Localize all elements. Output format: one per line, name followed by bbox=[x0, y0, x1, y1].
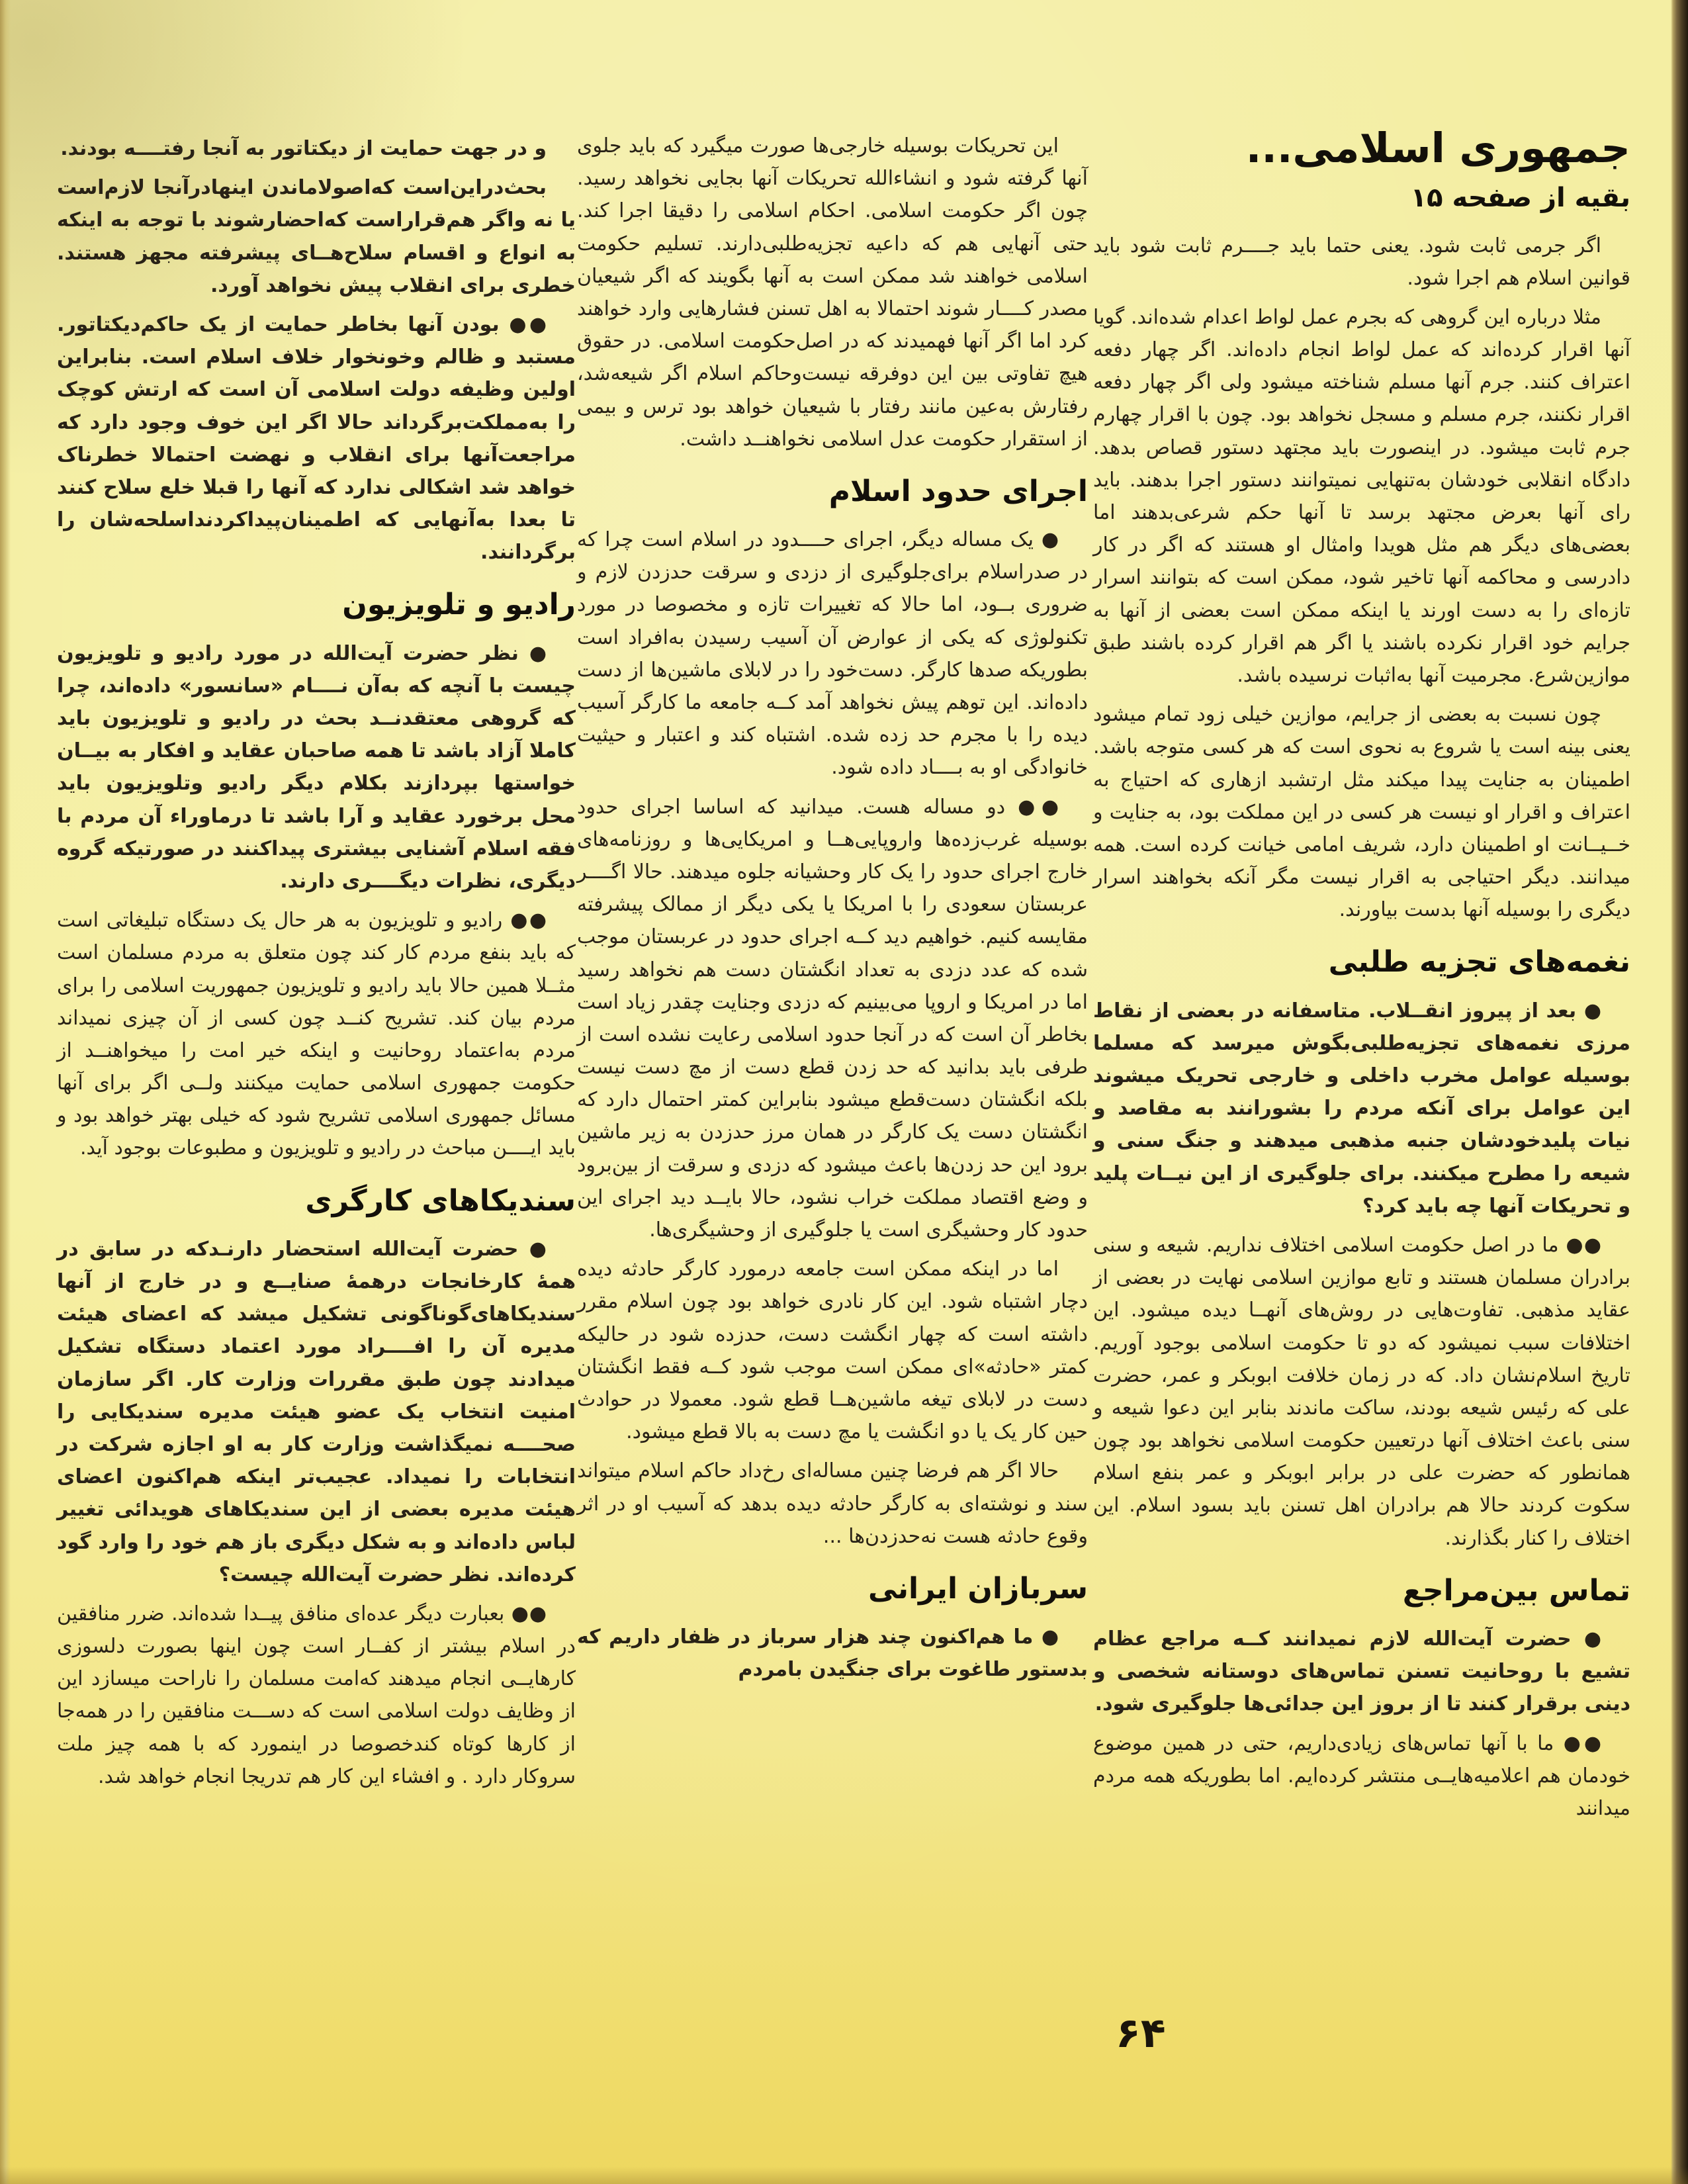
paragraph: حالا اگر هم فرضا چنین مساله‌ای رخ‌داد حاکم اسلام میتواند سند و نوشته‌ای به کارگر حادثه دیده بدهد که آسیب او در اثر وقوع حادثه هست نه‌حدزدن‌ها ... bbox=[577, 1459, 1088, 1548]
paragraph: این تحریکات بوسیله خارجی‌ها صورت میگیرد که باید جلوی آنها گرفته شود و انشاءالله تحریکات آنها بجایی نخواهد رسید. چون اگر حکومت اسلامی. احکام اسلامی را دقیقا اجرا کند. حتی آنهایی هم که داعیه تجزیه‌طلبی‌دارند. تسلیم حکومت اسلامی خواهند شد ممکن است به آنها بگویند که اگر شیعیان مصدر کــــار شوند احتمالا به اهل تسنن فشارهایی وارد خواهند کرد اما اگر آنها فهمیدند که در اصل‌حکومت اسلامی. در حقوق هیچ تفاوتی بین این دوفرقه نیست‌وحاکم اسلام اگر شیعه‌شد، رفتارش به‌عین مانند رفتار با شیعیان خواهد بود ترس و بیمی از استقرار حکومت عدل اسلامی نخواهنــد داشت. bbox=[577, 134, 1088, 451]
paragraph: ● یک مساله دیگر، اجرای حــــدود در اسلام است چرا که در صدراسلام برای‌جلوگیری از دزدی و سرقت حدزدن لازم و ضروری بــود، اما حالا که تغییرات تازه و مخصوصا در مورد تکنولوژی که یکی از عوارض آن آسیب رسیدن به‌افراد است بطوریکه صدها کارگر. دست‌خود را در لابلای ماشین‌ها از دست داده‌اند. این توهم پیش نخواهد آمد کــه جامعه ما کارگر آسیب دیده را با مجرم حد زده شده. اشتباه کند و اعتبار و حیثیت خانوادگی او به بــــاد داده شود. bbox=[577, 528, 1088, 780]
paragraph: ● حضرت آیت‌الله استحضار دارنـدکه در سابق در همهٔ کارخانجات درهمهٔ صنایــع و در خارج از آنها سندیکاهای‌گوناگونی تشکیل میشد که اعضای هیئت مدیره آن را افــــراد مورد اعتماد دستگاه تشکیل میدادند چون طبق مقررات وزارت کار. اگر سازمان امنیت انتخاب یک عضو هیئت مدیره سندیکایی را صحــــه نمیگذاشت وزارت کار به او اجازه شرکت در انتخابات را نمیداد. عجیب‌تر اینکه هم‌اکنون اعضای هیئت مدیره بعضی از این سندیکاهای هویدائی تغییر لباس داده‌اند و به شکل دیگری باز هم خود را وارد گود کرده‌اند. نظر حضرت آیت‌الله چیست؟ bbox=[57, 1237, 576, 1586]
paragraph: مثلا درباره این گروهی که بجرم عمل لواط اعدام شده‌اند. گویا آنها اقرار کرده‌اند که عمل لواط انجام داده‌اند. اگر چهار دفعه اعتراف کنند. جرم آنها مسلم شناخته میشود ولی اگر چهار دفعه اقرار نکنند، جرم مسلم و مسجل نخواهد بود. چون با اقرار چهارم جرم ثابت میشود. در اینصورت باید مجتهد دستور قصاص بدهد. دادگاه انقلابی خودشان به‌تنهایی نمیتوانند دستور اجرا بدهند. باید رای آنها بعرض مجتهد برسد تا آنها حکم شرعی‌بدهند اما بعضی‌های دیگر هم مثل هویدا وامثال او هستند که اگر در کار دادرسی و محاکمه آنها تاخیر شود، ممکن است که بتوانند اسرار تازه‌ای را به دست اورند یا اینکه ممکن است بعضی از آنها به جرایم خود اقرار نکرده باشند یا اگر هم اقرار کرده باشند طبق موازین‌شرع. مجرمیت آنها به‌اثبات نرسیده باشد. bbox=[1093, 305, 1630, 687]
paragraph: ●● بعبارت دیگر عده‌ای منافق پیــدا شده‌اند. ضرر منافقین در اسلام بیشتر از کفــار است چون اینها بصورت دلسوزی کارهایــی انجام میدهند که‌امت مسلمان را ناراحت میسازد این از وظایف دولت اسلامی است که دســـت منافقین را در همه‌جا از کارها کوتاه کندخصوصا در اینمورد که با همه چیز ملت سروکار دارد . و افشاء این کار هم تدریجا انجام خواهد شد. bbox=[57, 1602, 576, 1788]
section-heading: اجرای حدود اسلام bbox=[828, 474, 1088, 508]
paragraph: ● بعد از پیروز انقــلاب. متاسفانه در بعضی از نقاط مرزی نغمه‌های تجزیه‌طلبی‌بگوش میرسد که مسلما بوسیله عوامل مخرب داخلی و خارجی تحریک میشوند این عوامل برای آنکه مردم را بشورانند به مقاصد و نیات پلیدخودشان جنبه مذهبی میدهند و جنگ سنی و شیعه را مطرح میکنند. برای جلوگیری از این نیــات پلید و تحریکات آنها چه باید کرد؟ bbox=[1093, 999, 1630, 1218]
paragraph: ● حضرت آیت‌الله لازم نمیدانند کــه مراجع عظام تشیع با روحانیت تسنن تماس‌های دوستانه شخصی و دینی برقرار کنند تا از بروز این جدائی‌ها جلوگیری شود. bbox=[1093, 1627, 1630, 1716]
paragraph: اما در اینکه ممکن است جامعه درمورد کارگر حادثه دیده دچار اشتباه شود. این کار نادری خواهد بود چون اسلام مقرر داشته است که چهار انگشت دست، حدزده شود در حالیکه کمتر «حادثه»ای ممکن است موجب شود کــه فقط انگشتان دست در لابلای تیغه ماشین‌هــا قطع شود. معمولا در حوادث حین کار یک یا دو انگشت یا مچ دست به بالا قطع میشود. bbox=[577, 1257, 1088, 1444]
column-left bbox=[57, 132, 576, 2078]
continued-from-note: بقیه از صفحه ۱۵ bbox=[1410, 182, 1630, 213]
article-title: جمهوری اسلامی... bbox=[1245, 124, 1630, 172]
section-heading: تماس بین‌مراجع bbox=[1402, 1573, 1630, 1608]
section-heading: سربازان ایرانی bbox=[867, 1571, 1088, 1606]
page-edge-bottom bbox=[0, 2167, 1688, 2184]
paragraph: ● ما هم‌اکنون چند هزار سرباز در ظفار داریم که بدستور طاغوت برای جنگیدن بامردم bbox=[577, 1625, 1088, 1682]
section-heading: سندیکاهای کارگری bbox=[305, 1183, 576, 1218]
paragraph: ●● بودن آنها بخاطر حمایت از یک حاکم‌دیکتاتور. مستبد و ظالم وخونخوار خلاف اسلام است. بنابراین اولین وظیفه دولت اسلامی آن است که ارتش کوچک را به‌مملکت‌برگرداند حالا اگر این خوف وجود دارد که مراجعت‌آنها برای انقلاب و نهضت احتمالا خطرناک خواهد شد اشکالی ندارد که آنها را قبلا خلع سلاح کنند تا بعدا به‌آنهایی که اطمینان‌پیداکردنداسلحه‌شان را برگردانند. bbox=[57, 312, 576, 565]
paragraph: ●● ما با آنها تماس‌های زیادی‌داریم، حتی در همین موضوع خودمان هم اعلامیه‌هایــی منتشر کرده‌ایم. اما بطوریکه همه مردم میدانند bbox=[1093, 1731, 1630, 1820]
paragraph: چون نسبت به بعضی از جرایم، موازین خیلی زود تمام میشود یعنی بینه است یا شروع به نحوی است که هر کسی متوجه باشد. اطمینان به جنایت پیدا میکند مثل ارتشبد ازهاری که احتیاج به اعتراف و اقرار او نیست هر کسی در این مملکت بود، به جنایت و خــیــانت او اطمینان دارد، شریف امامی خیانت کرده است. همه میدانند. دیگر احتیاجی به اقرار نیست مگر آنکه بخواهند اسرار دیگری را بوسیله آنها بدست بیاورند. bbox=[1093, 703, 1630, 922]
paragraph: و در جهت حمایت از دیکتاتور به آنجا رفتــــه بودند. bbox=[60, 137, 547, 160]
paragraph: بحث‌دراین‌است که‌اصولاماندن اینهادرآنجا لازم‌است یا نه واگر هم‌قراراست که‌احضارشوند با توجه به اینکه به انواع و اقسام سلاح‌هــای پیشرفته مجهز هستند. خطری برای انقلاب پیش نخواهد آورد. bbox=[57, 176, 576, 297]
paragraph: ●● رادیو و تلویزیون به هر حال یک دستگاه تبلیغاتی است که باید بنفع مردم کار کند چون متعلق به مردم مسلمان است مثــلا همین حالا باید رادیو و تلویزیون جمهوریت اسلامی را برای مردم بیان کند. تشریح کنــد چون کسی از آن چیزی نمیداند مردم به‌اعتماد روحانیت و اینکه خیر امت را میخواهنــد از حکومت جمهوری اسلامی حمایت میکنند ولــی اگر برای آنها مسائل جمهوری اسلامی تشریح شود که خیلی بهتر خواهد بود و باید ایــــن مباحث در رادیو و تلویزیون و مطبوعات بوجود آید. bbox=[57, 909, 576, 1160]
page-edge-left bbox=[0, 0, 11, 2184]
paragraph: ● نظر حضرت آیت‌الله در مورد رادیو و تلویزیون چیست با آنچه که به‌آن نــــام «سانسور» داده‌اند، چرا که گروهی معتقدنــد بحث در رادیو و تلویزیون باید کاملا آزاد باشد تا همه صاحبان عقاید و افکار به بیــان خواستها بپردازند بکلام دیگر رادیو وتلویزیون باید محل برخورد عقاید و آرا باشد تا درماوراء آن مردم با فقه اسلام آشنایی بیشتری پیداکنند در صورتیکه گروه دیگری، نظرات دیگــــری دارند. bbox=[57, 641, 576, 893]
paragraph: ●● دو مساله هست. میدانید که اساسا اجرای حدود بوسیله غرب‌زده‌ها واروپایی‌هــا و امریکایی‌ها و روزنامه‌های خارج اجرای حدود را یک کار وحشیانه جلوه میدهند. حالا اگــــر عربستان سعودی را با امریکا یا یکی دیگر از ممالک پیشرفته مقایسه کنیم. خواهیم دید کــه اجرای حدود در عربستان موجب شده که عدد دزدی به تعداد انگشتان دست هم نخواهد رسید اما در امریکا و اروپا می‌بینیم که دزدی وجنایت چقدر زیاد است بخاطر آن است که در آنجا حدود اسلامی رعایت نشده است از طرفی باید بدانید که حد زدن قطع دست از مچ دست نیست بلکه انگشتان دست‌قطع میشود بنابراین کمتر احتمال دارد که انگشتان دست یک کارگر در همان مرز حدزدن به زیر ماشین برود این حد زدن‌ها باعث میشود که دزدی و سرقت از بین‌برود و وضع اقتصاد مملکت خراب نشود، حالا بایــد دید اجرای این حدود کار وحشیگری است یا جلوگیری از وحشیگری‌ها. bbox=[577, 795, 1088, 1242]
column-middle bbox=[577, 130, 1088, 2089]
section-heading: نغمه‌های تجزیه طلبی bbox=[1328, 945, 1630, 979]
page-edge-right bbox=[1671, 0, 1688, 2184]
paragraph: اگر جرمی ثابت شود. یعنی حتما باید جــــرم ثابت شود باید قوانین اسلام هم اجرا شود. bbox=[1093, 234, 1630, 290]
paragraph: ●● ما در اصل حکومت اسلامی اختلاف نداریم. شیعه و سنی برادران مسلمان هستند و تابع موازین اسلامی نهایت در بعضی از عقاید مذهبی. تفاوت‌هایی در روش‌های آنهــا دیده میشود. این اختلافات سبب نمیشود که دو تا حکومت اسلامی بوجود آوریم. تاریخ اسلام‌نشان داد. که در زمان خلافت ابوبکر و عمر، حضرت علی که رئیس شیعه بودند، ساکت ماندند بنابر این دعوا شیعه و سنی باعث اختلاف آنها درتعیین حکومت اسلامی نخواهد بود چون همانطور که حضرت علی در برابر ابوبکر و عمر بنفع اسلام سکوت کردند حالا هم برادران اهل تسنن باید بسود اسلام. این اختلاف را کنار بگذارند. bbox=[1093, 1233, 1630, 1550]
page-number: ۶۴ bbox=[1116, 2009, 1166, 2057]
section-heading: رادیو و تلویزیون bbox=[342, 588, 576, 622]
column-right bbox=[1093, 122, 1630, 2081]
